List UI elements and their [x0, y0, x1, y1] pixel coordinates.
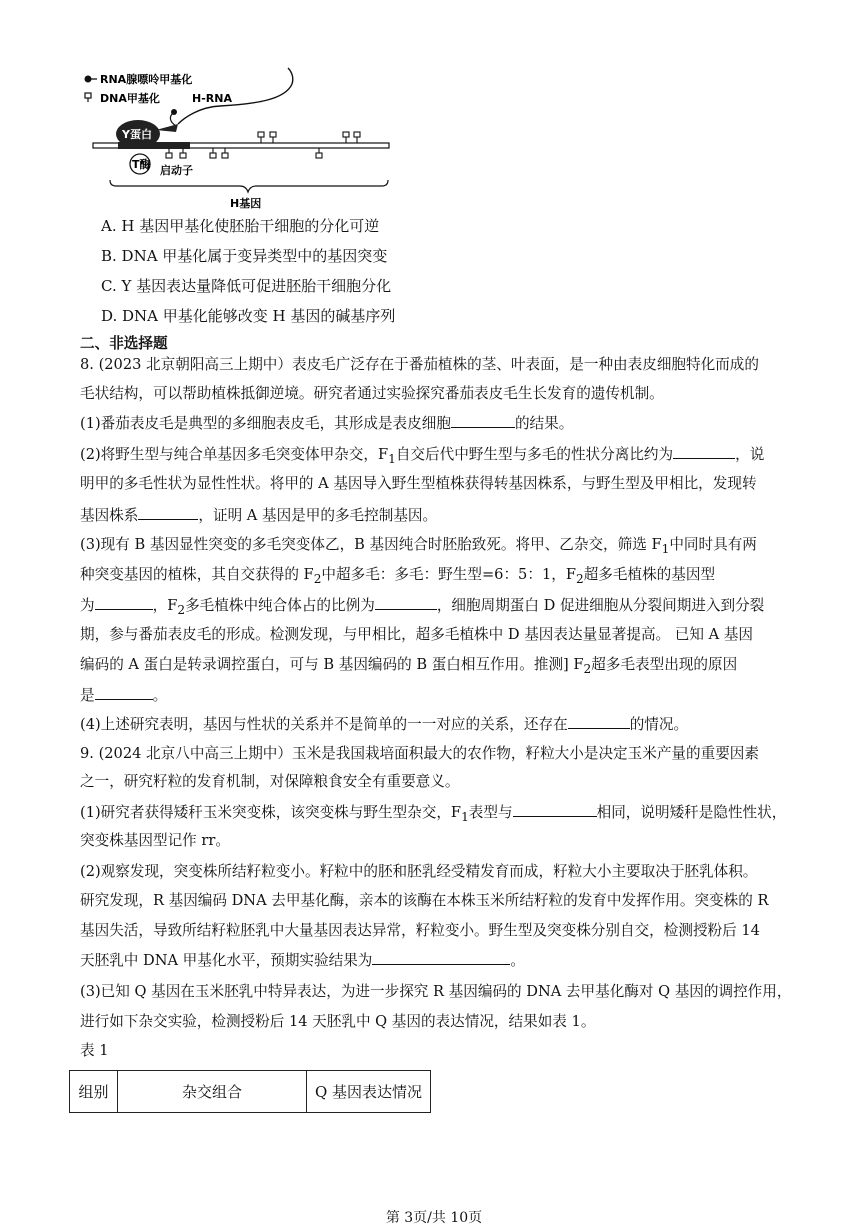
q8-line-9: 为 ，$F_2$多毛植株中纯合体占的比例为 ，细胞周期蛋白 D 促进细胞从分裂间期进入到分裂 — [80, 597, 765, 617]
dna-methylation-legend-icon — [85, 93, 91, 98]
q8-line-6: 基因株系 ，证明 A 基因是甲的多毛控制基因。 — [80, 507, 438, 524]
option-c: C. Y 基因表达量降低可促进胚胎干细胞分化 — [101, 277, 392, 295]
answer-blank[interactable] — [372, 950, 510, 965]
q8-line-5: 明甲的多毛性状为显性性状。将甲的 A 基因导入野生型植株获得转基因株系，与野生型及甲相比，发现转 — [80, 475, 757, 492]
legend-dna-methylation: DNA甲基化 — [100, 92, 160, 105]
rna-methylation-legend-icon — [85, 76, 92, 83]
q8-line-12: 是 。 — [80, 687, 168, 704]
table-header-cell: 组别 — [70, 1071, 118, 1113]
q9-line-1: 9. (2024 北京八中高三上期中）玉米是我国栽培面积最大的农作物，籽粒大小是决定玉米产量的重要因素 — [80, 745, 759, 762]
legend-rna-methylation: RNA腺嘌呤甲基化 — [100, 73, 193, 86]
q9-line-5: (2)观察发现，突变株所结籽粒变小。籽粒中的胚和胚乳经受精发育而成，籽粒大小主要取决于胚乳体积。 — [80, 863, 758, 880]
q8-line-3: (1)番茄表皮毛是典型的多细胞表皮毛，其形成是表皮细胞 的结果。 — [80, 415, 574, 432]
answer-blank[interactable] — [673, 444, 735, 459]
table-caption: 表 1 — [80, 1042, 109, 1059]
q8-line-11: 编码的 A 蛋白是转录调控蛋白，可与 B 基因编码的 B 蛋白相互作用。推测] $F_2$超多毛表型出现的原因 — [80, 656, 738, 676]
answer-blank[interactable] — [138, 505, 198, 520]
answer-blank[interactable] — [95, 595, 153, 610]
answer-blank[interactable] — [95, 685, 153, 700]
q9-line-9: (3)已知 Q 基因在玉米胚乳中特异表达，为进一步探究 R 基因编码的 DNA 去甲基化酶对 Q 基因的调控作用， — [80, 983, 792, 1000]
page-footer: 第 3页/共 10页 — [385, 1210, 483, 1226]
table-1 — [69, 1070, 431, 1113]
table-header-cell: Q 基因表达情况 — [307, 1071, 431, 1113]
table-header-row — [70, 1071, 431, 1113]
q9-line-7: 基因失活，导致所结籽粒胚乳中大量基因表达异常，籽粒变小。野生型及突变株分别自交，检测授粉后 14 — [80, 922, 760, 939]
q9-line-4: 突变株基因型记作 rr。 — [80, 832, 230, 849]
q9-line-3: (1)研究者获得矮秆玉米突变株，该突变株与野生型杂交，$F_1$表型与 相同，说明矮秆是隐性性状， — [80, 804, 787, 824]
q9-line-2: 之一，研究籽粒的发育机制，对保障粮食安全有重要意义。 — [80, 773, 460, 790]
q9-line-10: 进行如下杂交实验，检测授粉后 14 天胚乳中 Q 基因的表达情况，结果如表 1。 — [80, 1013, 596, 1030]
q8-line-13: (4)上述研究表明，基因与性状的关系并不是简单的一一对应的关系，还存在 的情况。 — [80, 716, 689, 733]
h-gene-label: H基因 — [230, 197, 262, 210]
q9-line-8: 天胚乳中 DNA 甲基化水平，预期实验结果为 。 — [80, 952, 525, 969]
q8-line-8: 种突变基因的植株，其自交获得的 $F_2$中超多毛：多毛：野生型=6：5：1，$F_2$超多毛植株的基因型 — [80, 566, 716, 586]
q8-line-4: (2)将野生型与纯合单基因多毛突变体甲杂交，$F_1$自交后代中野生型与多毛的性状分离比约为 ，说 — [80, 446, 765, 466]
q8-line-10: 期，参与番茄表皮毛的形成。检测发现，与甲相比，超多毛植株中 D 基因表达量显著提高。 已知 A 基因 — [80, 626, 753, 643]
y-protein-label: Y蛋白 — [122, 128, 152, 141]
option-a: A. H 基因甲基化使胚胎干细胞的分化可逆 — [101, 217, 380, 235]
answer-blank[interactable] — [513, 802, 597, 817]
option-b: B. DNA 甲基化属于变异类型中的基因突变 — [101, 247, 388, 265]
answer-blank[interactable] — [568, 714, 630, 729]
q8-line-2: 毛状结构，可以帮助植株抵御逆境。研究者通过实验探究番茄表皮毛生长发育的遗传机制。 — [80, 385, 664, 402]
option-d: D. DNA 甲基化能够改变 H 基因的碱基序列 — [101, 307, 396, 325]
h-gene-methylation-figure — [80, 62, 400, 212]
table-header-cell: 杂交组合 — [118, 1071, 307, 1113]
q8-line-7: (3)现有 B 基因显性突变的多毛突变体乙，B 基因纯合时胚胎致死。将甲、乙杂交，筛选 $F_1$中同时具有两 — [80, 536, 757, 556]
q8-line-1: 8. (2023 北京朝阳高三上期中）表皮毛广泛存在于番茄植株的茎、叶表面，是一种由表皮细胞特化而成的 — [80, 356, 759, 373]
t-enzyme-label: T酶 — [132, 158, 151, 171]
section-title: 二、非选择题 — [80, 335, 168, 352]
answer-blank[interactable] — [375, 595, 437, 610]
q9-line-6: 研究发现，R 基因编码 DNA 去甲基化酶，亲本的该酶在本株玉米所结籽粒的发育中发挥作用。突变株的 R — [80, 892, 769, 909]
answer-blank[interactable] — [451, 413, 515, 428]
promoter-label: 启动子 — [160, 164, 193, 177]
hrna-label: H-RNA — [192, 92, 232, 105]
